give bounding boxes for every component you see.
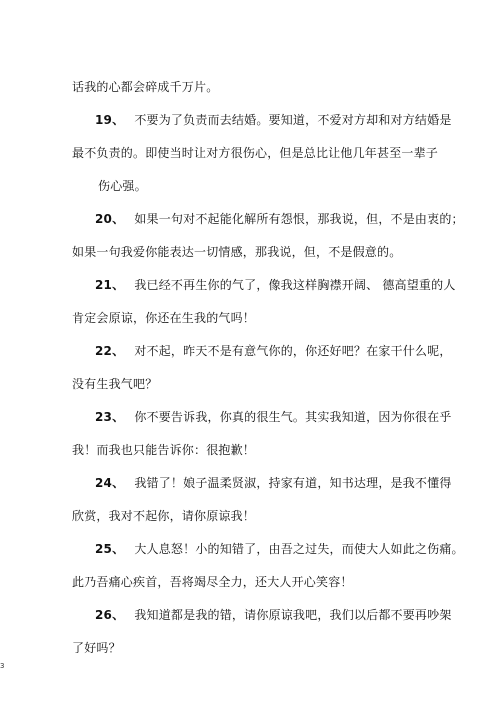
text-line: 此乃吾痛心疾首，吾将竭尽全力，还大人开心笑容！ <box>72 575 353 589</box>
text-line: 最不负责的。即使当时让对方很伤心，但是总比让他几年甚至一辈子 <box>72 146 439 160</box>
item-number: 19、 <box>95 113 125 127</box>
item-number: 20、 <box>95 212 125 226</box>
page-number: 3 <box>0 662 5 670</box>
text-line: 21、 我已经不再生你的气了，像我这样胸襟开阔、 德高望重的人 <box>95 278 456 292</box>
item-number: 22、 <box>95 344 125 358</box>
text-line: 我！而我也只能告诉你：很抱歉！ <box>72 443 256 457</box>
text-line: 19、 不要为了负责而去结婚。要知道，不爱对方却和对方结婚是 <box>95 113 452 127</box>
text-line: 25、 大人息怒！小的知错了，由吾之过失，而使大人如此之伤痛。 <box>95 542 464 556</box>
item-number: 24、 <box>95 476 125 490</box>
text-line: 24、 我错了！娘子温柔贤淑，持家有道，知书达理，是我不懂得 <box>95 476 452 490</box>
text-line: 没有生我气吧？ <box>72 377 158 391</box>
text-line: 了好吗？ <box>72 641 121 655</box>
text-line: 伤心强。 <box>98 179 147 193</box>
text-line: 欣赏，我对不起你，请你原谅我！ <box>72 509 256 523</box>
item-number: 26、 <box>95 608 125 622</box>
text-line: 26、 我知道都是我的错，请你原谅我吧，我们以后都不要再吵架 <box>95 608 452 622</box>
text-line: 如果一句我爱你能表达一切情感，那我说，但，不是假意的。 <box>72 245 402 259</box>
text-line: 23、 你不要告诉我，你真的很生气。其实我知道，因为你很在乎 <box>95 410 452 424</box>
text-line: 22、 对不起，昨天不是有意气你的，你还好吧？在家干什么呢， <box>95 344 452 358</box>
text-line: 话我的心都会碎成千万片。 <box>72 80 219 94</box>
item-number: 25、 <box>95 542 125 556</box>
item-number: 21、 <box>95 278 125 292</box>
text-line: 肯定会原谅，你还在生我的气吗！ <box>72 311 256 325</box>
item-number: 23、 <box>95 410 125 424</box>
text-line: 20、 如果一句对不起能化解所有怨恨，那我说，但，不是由衷的； <box>95 212 464 226</box>
